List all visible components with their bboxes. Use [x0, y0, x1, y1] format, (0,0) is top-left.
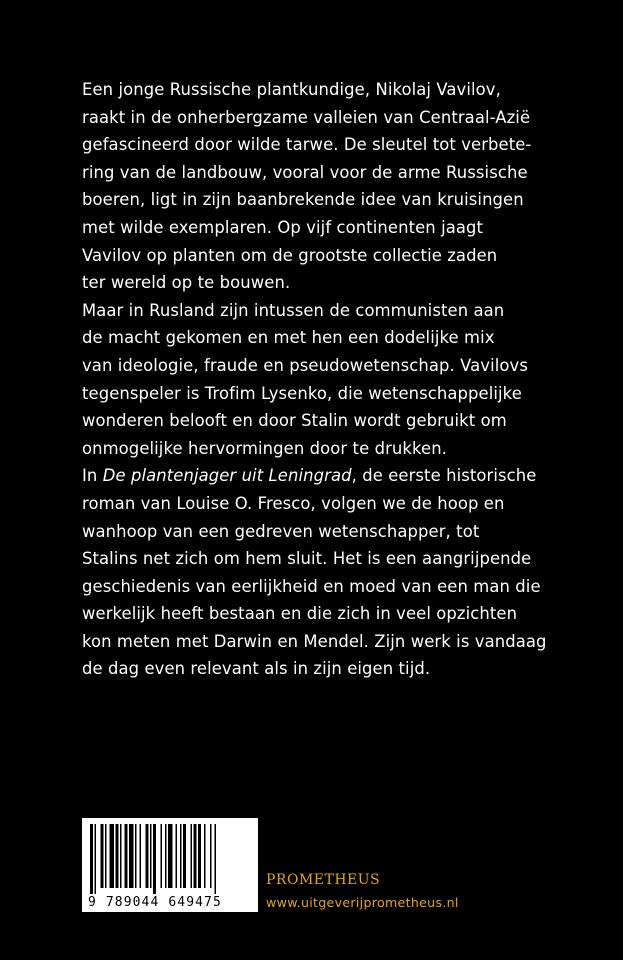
barcode-bar	[215, 824, 217, 894]
blurb-line: de macht gekomen en met hen een dodelijke mix	[82, 328, 495, 348]
barcode-bar	[146, 824, 149, 888]
blurb-line: wanhoop van een gedreven wetenschapper, tot	[82, 521, 480, 541]
barcode-bar	[90, 824, 93, 894]
blurb-line: boeren, ligt in zijn baanbrekende idee van kruisingen	[82, 190, 524, 210]
blurb-line: raakt in de onherbergzame valleien van Centraal-Azië	[82, 107, 531, 127]
barcode-bar	[168, 824, 173, 888]
barcode-bar	[135, 824, 137, 888]
blurb-line: roman van Louise O. Fresco, volgen we de hoop en	[82, 493, 505, 513]
blurb-line: van ideologie, fraude en pseudowetenschap. Vavilovs	[82, 355, 528, 375]
blurb-line: Een jonge Russische plantkundige, Nikolaj Vavilov,	[82, 80, 501, 99]
blurb-line: geschiedenis van eerlijkheid en moed van een man die	[82, 576, 541, 596]
blurb-line: wonderen belooft en door Stalin wordt gebruikt om	[82, 411, 507, 431]
blurb-line: kon meten met Darwin en Mendel. Zijn werk is vandaag	[82, 631, 547, 651]
blurb-line: Maar in Rusland zijn intussen de communisten aan	[82, 300, 505, 320]
isbn-barcode	[82, 818, 258, 912]
blurb-text: , de eerste historische	[351, 466, 537, 486]
barcode-bar	[204, 824, 206, 888]
isbn-number: 9 789044 649475	[88, 895, 222, 910]
barcode-bar	[110, 824, 115, 888]
publisher-website-link[interactable]: www.uitgeverijprometheus.nl	[266, 895, 459, 910]
book-title: De plantenjager uit Leningrad	[102, 466, 352, 486]
blurb-line: gefascineerd door wilde tarwe. De sleutel tot verbete-	[82, 135, 532, 155]
barcode-bar	[95, 824, 97, 894]
blurb-line: met wilde exemplaren. Op vijf continenten jaagt	[82, 217, 484, 237]
barcode-bar	[116, 824, 119, 888]
blurb-text: In	[82, 466, 103, 486]
blurb-line: Vavilov op planten om de grootste collectie zaden	[82, 245, 498, 265]
barcode-bar	[140, 824, 142, 888]
barcode-bar	[180, 824, 182, 888]
barcode-bar	[150, 824, 152, 888]
blurb-line: ring van de landbouw, vooral voor de arme Russische	[82, 162, 528, 182]
barcode-bar	[183, 824, 186, 888]
blurb-line: ter wereld op te bouwen.	[82, 273, 291, 293]
barcode-bar	[198, 824, 201, 888]
barcode-bar	[161, 824, 163, 888]
barcode-bar	[101, 824, 104, 888]
barcode-bar	[153, 824, 156, 894]
blurb-line-with-title	[82, 462, 602, 490]
barcode-bar	[105, 824, 107, 888]
publisher-logo: PROMETHEUS	[266, 872, 381, 888]
barcode-bar	[210, 824, 212, 888]
blurb-line: Stalins net zich om hem sluit. Het is een aangrijpende	[82, 549, 532, 569]
barcode-bar	[120, 824, 122, 888]
back-cover-blurb	[82, 76, 602, 683]
barcode-bar	[194, 824, 197, 888]
barcode-bar	[165, 824, 167, 888]
blurb-line: tegenspeler is Trofim Lysenko, die wetenschappelijke	[82, 383, 522, 403]
blurb-line: onmogelijke hervormingen door te drukken.	[82, 438, 447, 458]
barcode-bar	[129, 824, 134, 888]
blurb-line: de dag even relevant als in zijn eigen tijd.	[82, 659, 431, 679]
barcode-bar	[176, 824, 178, 888]
barcode-bar	[191, 824, 193, 888]
barcode-bar	[125, 824, 128, 888]
blurb-line: werkelijk heeft bestaan en die zich in veel opzichten	[82, 604, 518, 624]
